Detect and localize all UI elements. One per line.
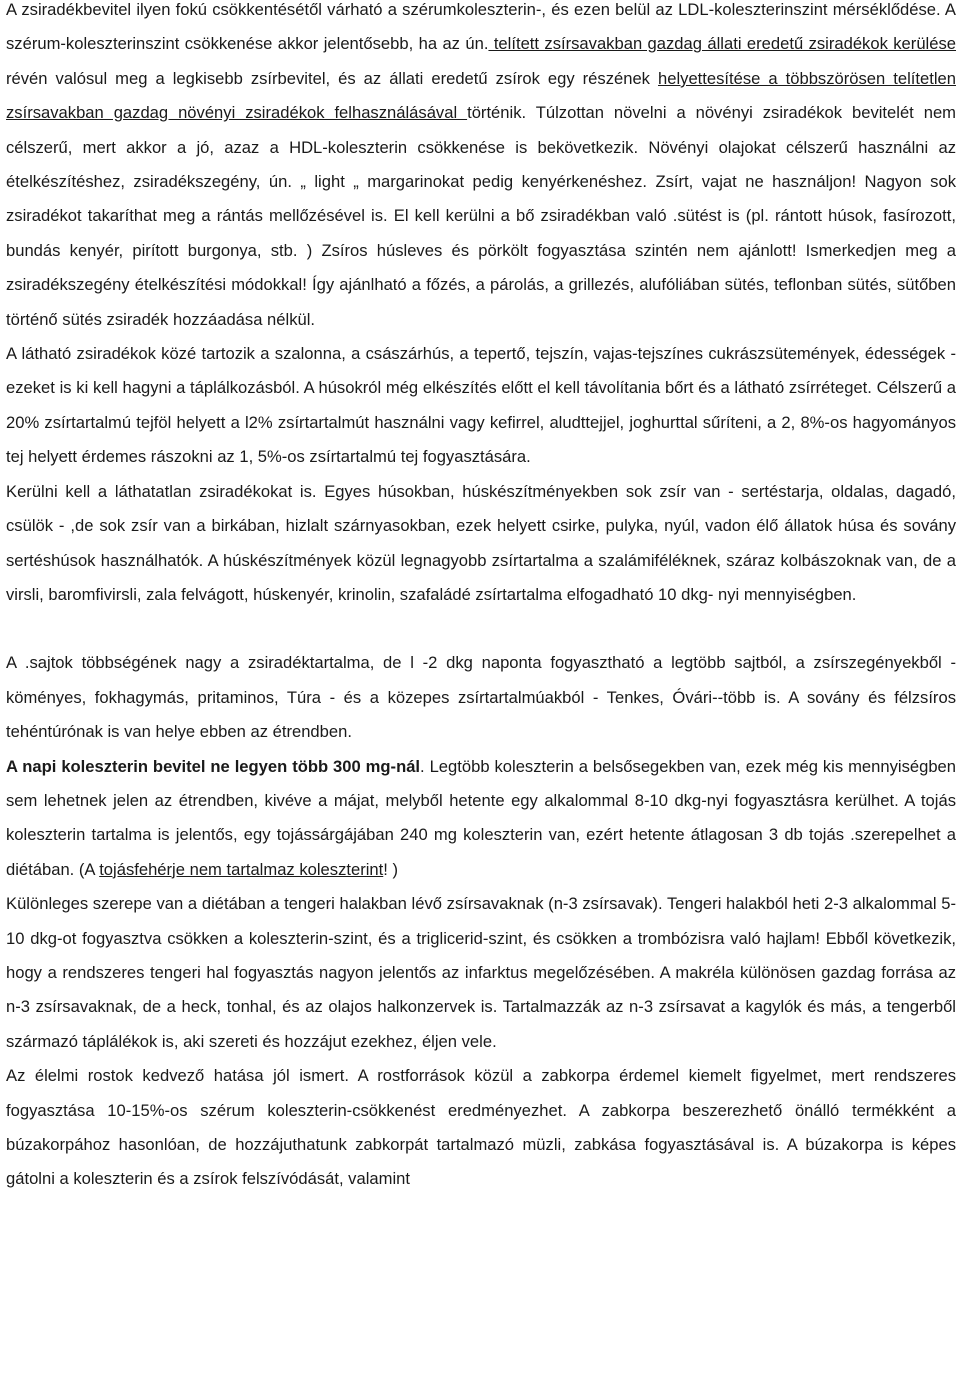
paragraph-hidden-fats — [6, 475, 956, 613]
paragraph-visible-fats — [6, 337, 956, 475]
text-segment: . Legtöbb koleszterin a belsősegekben van, ezek még kis mennyiségben sem lehetnek jelen az étrendben, kivéve a májat, melyből hetente egy alkalommal 8-10 dkg-nyi fogyasztásra kerülhet. A tojás koleszterin tartalma is jelentős, egy tojássárgájában 240 mg koleszterin van, ezért hetente átlagosan 3 db tojás .szerepelhet a diétában. (A — [6, 756, 957, 879]
document-body — [6, 0, 956, 1197]
text-segment: A .sajtok többségének nagy a zsiradéktartalma, de l -2 dkg naponta fogyasztható a legtöbb sajtból, a zsírszegényekből - köményes, fokhagymás, pritaminos, Túra - és a közepes zsírtartalmúakból - Tenkes, Óvári--több is. A sovány és félzsíros tehéntúrónak is van helye ebben az étrendben. — [6, 653, 956, 742]
paragraph-sea-fish — [6, 887, 956, 1059]
paragraph-cheeses — [6, 646, 956, 749]
underlined-text: helyettesítése a többszörösen telítetlen zsírsavakban gazdag növényi zsiradékok felhasználásával — [6, 68, 956, 123]
underlined-text: tojásfehérje nem tartalmaz koleszterint — [99, 859, 384, 879]
text-segment: révén valósul meg a legkisebb zsírbevitel, és az állati eredetű zsírok egy részének — [6, 68, 658, 88]
paragraph-dietary-fiber — [6, 1059, 956, 1197]
text-segment: ! ) — [383, 859, 399, 879]
text-segment: Az élelmi rostok kedvező hatása jól ismert. A rostforrások közül a zabkorpa érdemel kiemelt figyelmet, mert rendszeres fogyasztása 10-15%-os szérum koleszterin-csökkenést eredményezhet. A zabkorpa beszerezhető önálló termékként a búzakorpához hasonlóan, de hozzájuthatunk zabkorpát tartalmazó müzli, zabkása fogyasztásával is. A búzakorpa is képes gátolni a koleszterin és a zsírok felszívódását, valamint — [6, 1066, 956, 1189]
underlined-text: telített zsírsavakban gazdag állati eredetű zsiradékok kerülése — [488, 34, 956, 54]
bold-text: A napi koleszterin bevitel ne legyen több 300 mg-nál — [6, 756, 421, 776]
text-segment: Különleges szerepe van a diétában a tengeri halakban lévő zsírsavaknak (n-3 zsírsavak). Tengeri halakból heti 2-3 alkalommal 5-10 dkg-ot fogyasztva csökken a koleszterin-szint, és a triglicerid-szint, és csökken a trombózisra való hajlam! Ebből következik, hogy a rendszeres tengeri hal fogyasztás nagyon jelentős az infarktus megelőzésében. A makréla különösen gazdag forrása az n-3 zsírsavaknak, de a heck, tonhal, és az olajos halkonzervek is. Tartalmazzák az n-3 zsírsavat a kagylók és más, a tengerből származó táplálékok is, aki szereti és hozzájut ezekhez, éljen vele. — [6, 894, 956, 1051]
text-segment: A látható zsiradékok közé tartozik a szalonna, a császárhús, a tepertő, tejszín, vajas-tejszínes cukrászsütemények, édességek - ezeket is ki kell hagyni a táplálkozásból. A húsokról még elkészítés előtt el kell távolítania bőrt és a látható zsírréteget. Célszerű a 20% zsírtartalmú tejföl helyett a l2% zsírtartalmút használni vagy kefirrel, aludttejjel, joghurttal sűríteni, a 2, 8%-os hagyományos tej helyett érdemes rászokni az 1, 5%-os zsírtartalmú tej fogyasztására. — [6, 344, 956, 467]
paragraph-fat-reduction — [6, 0, 956, 337]
text-segment: A zsiradékbevitel ilyen fokú csökkentésétől várható a szérumkoleszterin-, és ezen belül az LDL-koleszterinszint mérséklődése. A szérum-koleszterinszint csökkenése akkor jelentősebb, ha az ún. — [6, 0, 956, 54]
text-segment: Kerülni kell a láthatatlan zsiradékokat is. Egyes húsokban, húskészítményekben sok zsír van - sertéstarja, oldalas, dagadó, csülök - ,de sok zsír van a birkában, hizlalt szárnyasokban, ezek helyett csirke, pulyka, nyúl, vadon élő állatok húsa és sovány sertéshúsok használhatók. A húskészítmények közül legnagyobb zsírtartalma a szalámiféléknek, száraz kolbászoknak van, de a virsli, baromfivirsli, zala felvágott, húskenyér, krinolin, szafaládé zsírtartalma elfogadható 10 dkg- nyi mennyiségben. — [6, 481, 956, 604]
text-segment: történik. Túlzottan növelni a növényi zsiradékok bevitelét nem célszerű, mert akkor a jó, azaz a HDL-koleszterin csökkenése is bekövetkezik. Növényi olajokat célszerű használni az ételkészítéshez, zsiradékszegény, ún. „ light „ margarinokat pedig kenyérkenéshez. Zsírt, vajat ne használjon! Nagyon sok zsiradékot takaríthat meg a rántás mellőzésével is. El kell kerülni a bő zsiradékban való .sütést is (pl. rántott húsok, fasírozott, bundás kenyér, pirított burgonya, stb. ) Zsíros húsleves és pörkölt fogyasztása szintén nem ajánlott! Ismerkedjen meg a zsiradékszegény ételkészítési módokkal! Így ajánlható a főzés, a párolás, a grillezés, alufóliában sütés, teflonban sütés, sütőben történő sütés zsiradék hozzáadása nélkül. — [6, 103, 956, 329]
paragraph-cholesterol-intake — [6, 750, 956, 888]
